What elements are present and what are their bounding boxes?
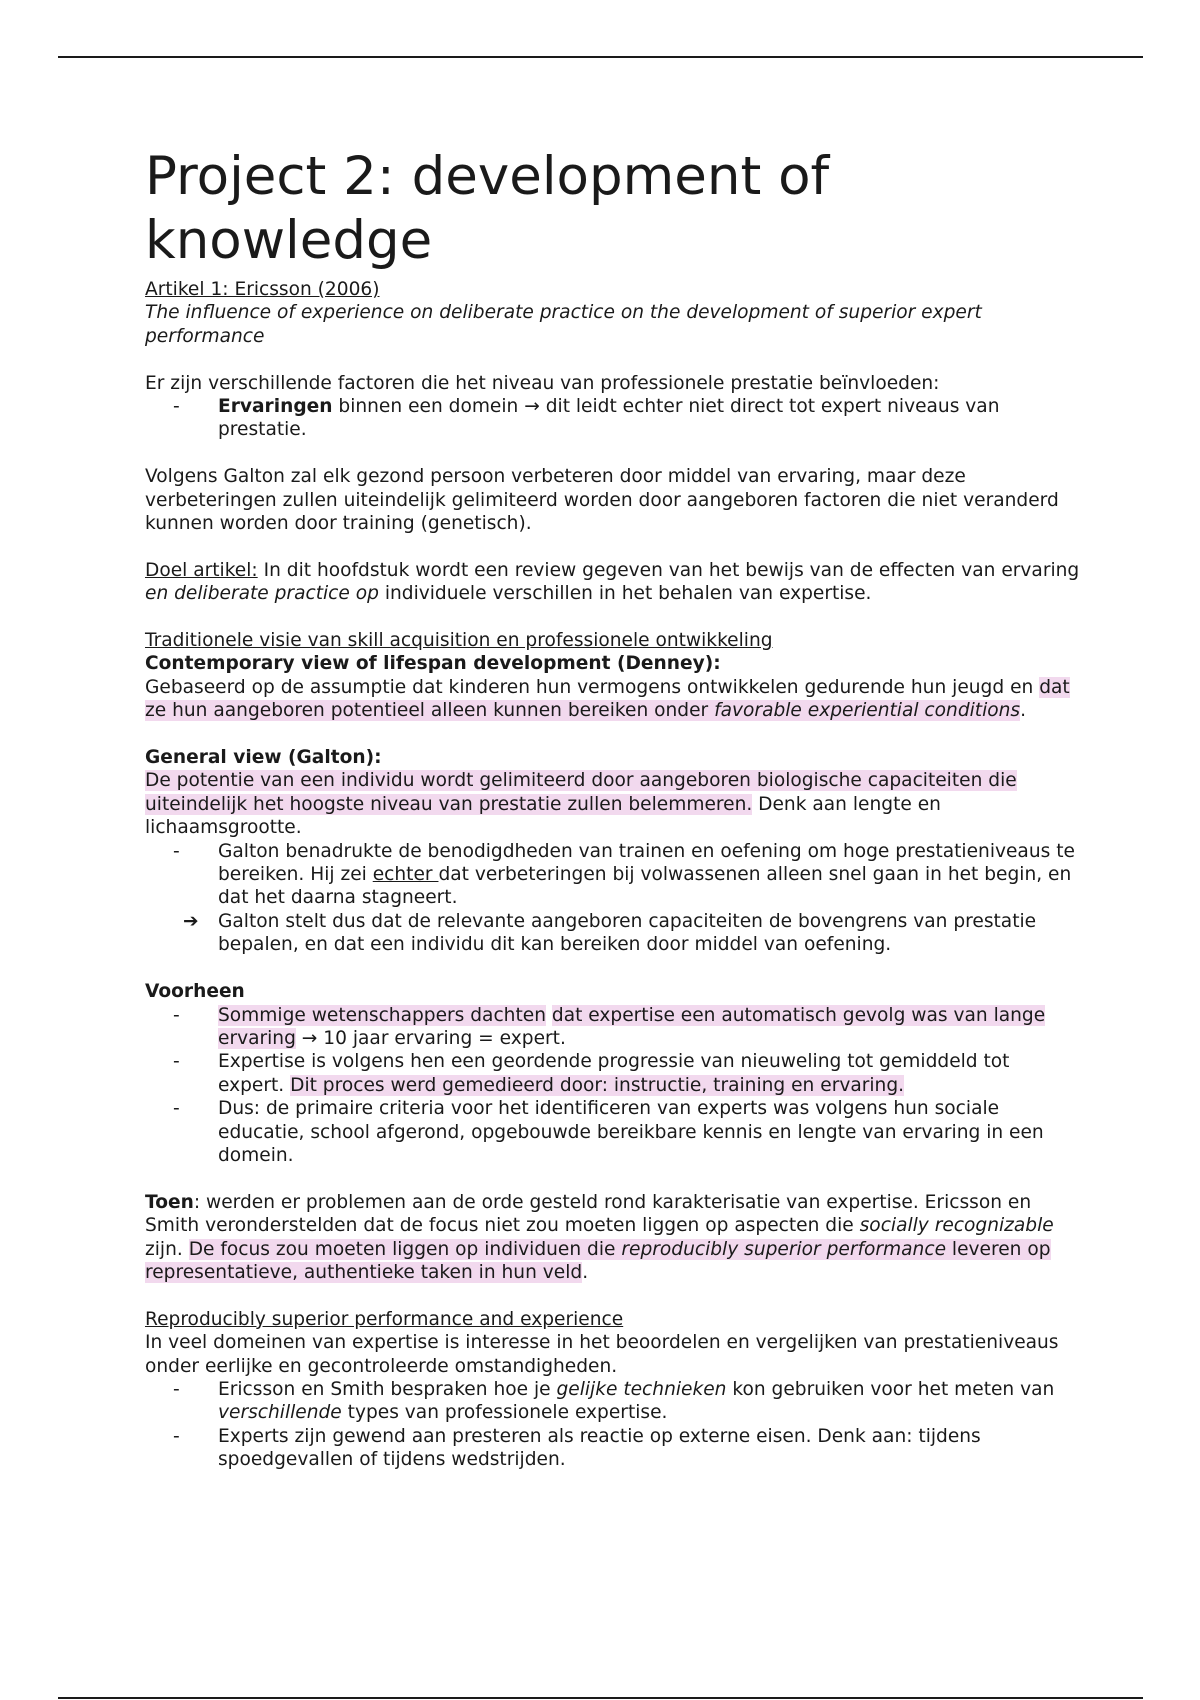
header-rule	[58, 56, 1143, 58]
bullet-marker: -	[173, 1051, 180, 1073]
doel-paragraph: Doel artikel: In dit hoofdstuk wordt een review gegeven van het bewijs van de effecten van ervaring en deliberate practice op individuele verschillen in het behalen van expertise.	[145, 559, 1080, 605]
article-subtitle: The influence of experience on deliberate practice on the development of superior expert performance	[145, 302, 982, 347]
highlight: dat ze hun aangeboren potentieel alleen kunnen bereiken onder	[145, 676, 1070, 722]
general-list	[145, 840, 1080, 957]
galton-paragraph: Volgens Galton zal elk gezond persoon verbeteren door middel van ervaring, maar deze verbeteringen zullen uiteindelijk gelimiteerd worden door aangeboren factoren die niet veranderd kunnen worden door training (genetisch).	[145, 466, 1059, 535]
intro-list	[145, 395, 1080, 442]
highlight: reproducibly superior performance	[621, 1238, 947, 1260]
voorheen-heading: Voorheen	[145, 981, 245, 1003]
intro-text: Er zijn verschillende factoren die het niveau van professionele prestatie beïnvloeden:	[145, 372, 940, 394]
general-paragraph: De potentie van een individu wordt gelimiteerd door aangeboren biologische capaciteiten die uiteindelijk het hoogste niveau van prestatie zullen belemmeren. Denk aan lengte en lichaamsgrootte.	[145, 770, 1017, 839]
bullet-marker: -	[173, 1378, 180, 1400]
arrow-icon: ➔	[183, 910, 199, 932]
list-item: - Sommige wetenschappers dachten dat expertise een automatisch gevolg was van lange ervaring → 10 jaar ervaring = expert.	[173, 1004, 1046, 1049]
bullet-marker: -	[173, 1425, 180, 1447]
footer-rule	[58, 1697, 1143, 1699]
page-title: Project 2: development of knowledge	[145, 146, 830, 271]
voorheen-list	[145, 1004, 1080, 1168]
denney-paragraph: Gebaseerd op de assumptie dat kinderen hun vermogens ontwikkelen gedurende hun jeugd en dat ze hun aangeboren potentieel alleen kunnen bereiken onder favorable experiential conditions.	[145, 676, 1070, 722]
list-item: - Galton benadrukte de benodigdheden van trainen en oefening om hoge prestatieniveaus te bereiken. Hij zei echter dat verbeteringen bij volwassenen alleen snel gaan in het begin, en dat het daarna stagneert.	[173, 840, 1075, 909]
highlight: favorable experiential conditions	[714, 700, 1021, 722]
highlight: De potentie van een individu wordt gelimiteerd door aangeboren biologische capaciteiten die uiteindelijk het hoogste niveau van prestatie zullen belemmeren.	[145, 770, 1017, 815]
highlight: De focus zou moeten liggen op individuen die	[188, 1238, 622, 1260]
denney-heading: Contemporary view of lifespan development (Denney):	[145, 653, 721, 675]
highlight: Sommige wetenschappers dachten	[218, 1004, 546, 1026]
bullet-marker: -	[173, 1098, 180, 1120]
traditional-heading: Traditionele visie van skill acquisition en professionele ontwikkeling	[145, 630, 773, 652]
list-item: - Dus: de primaire criteria voor het identificeren van experts was volgens hun sociale educatie, school afgerond, opgebouwde bereikbare kennis en lengte van ervaring in een domein.	[173, 1098, 1044, 1166]
list-item: ➔ Galton stelt dus dat de relevante aangeboren capaciteiten de bovengrens van prestatie bepalen, en dat een individu dit kan bereiken door middel van oefening.	[183, 910, 1037, 956]
highlight: leveren op representatieve, authentieke taken in hun veld	[145, 1238, 1051, 1283]
general-heading: General view (Galton):	[145, 747, 382, 769]
bullet-marker: -	[173, 396, 180, 418]
toen-paragraph: Toen: werden er problemen aan de orde gesteld rond karakterisatie van expertise. Ericsson en Smith veronderstelden dat de focus niet zou moeten liggen op aspecten die socially recognizable zijn. De focus zou moeten liggen op individuen die reproducibly superior performance leveren op representatieve, authentieke taken in hun veld.	[145, 1191, 1054, 1283]
doel-label: Doel artikel:	[145, 559, 258, 581]
highlight: dat expertise een automatisch gevolg was van lange ervaring	[218, 1004, 1046, 1049]
list-item: - Ericsson en Smith bespraken hoe je gelijke technieken kon gebruiken voor het meten van verschillende types van professionele expertise.	[173, 1378, 1055, 1424]
reproducibly-paragraph: In veel domeinen van expertise is interesse in het beoordelen en vergelijken van prestatieniveaus onder eerlijke en gecontroleerde omstandigheden.	[145, 1332, 1059, 1377]
article-heading: Artikel 1: Ericsson (2006)	[145, 279, 380, 300]
toen-label: Toen	[145, 1191, 194, 1213]
list-item: - Expertise is volgens hen een geordende progressie van nieuweling tot gemiddeld tot expert. Dit proces werd gemedieerd door: instructie, training en ervaring.	[173, 1051, 1010, 1096]
bullet-marker: -	[173, 1004, 180, 1026]
reproducibly-heading: Reproducibly superior performance and experience	[145, 1308, 624, 1330]
highlight: Dit proces werd gemedieerd door: instructie, training en ervaring.	[290, 1074, 905, 1096]
list-item: - Ervaringen binnen een domein → dit leidt echter niet direct tot expert niveaus van prestatie.	[173, 396, 1000, 441]
list-item: - Experts zijn gewend aan presteren als reactie op externe eisen. Denk aan: tijdens spoedgevallen of tijdens wedstrijden.	[173, 1425, 981, 1471]
reproducibly-list	[145, 1378, 1080, 1472]
document-page	[145, 145, 1080, 1472]
bullet-marker: -	[173, 840, 180, 862]
